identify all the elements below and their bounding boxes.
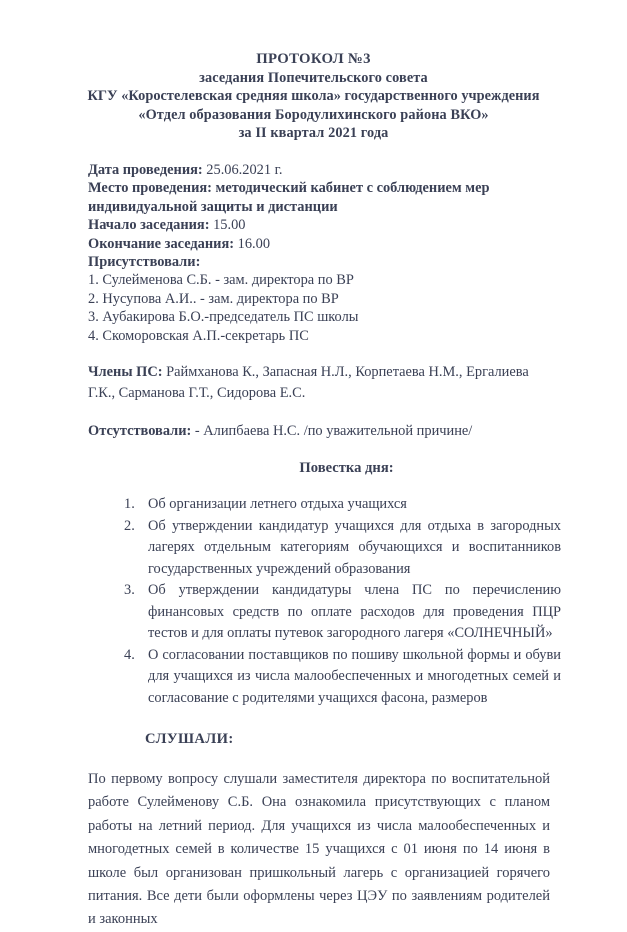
meta-value-start: 15.00	[213, 217, 246, 234]
meta-label-end: Окончание заседания	[88, 235, 230, 252]
absent-label: Отсутствовали:	[88, 423, 192, 440]
agenda-list	[0, 477, 627, 709]
meta-sep-end: :	[229, 235, 238, 252]
list-item: 2. Нусупова А.И.. - зам. директора по ВР	[88, 290, 339, 307]
meta-label-place-cont: индивидуальной защиты и дистанции	[88, 198, 338, 215]
meta-row-start	[88, 216, 627, 234]
meeting-meta-block	[0, 143, 627, 271]
title-line-3: КГУ «Коростелевская средняя школа» государственного учреждения	[87, 88, 540, 105]
meta-row-present	[88, 253, 627, 271]
meta-sep-date: :	[197, 161, 207, 178]
title-line-4: «Отдел образования Бородулихинского района ВКО»	[138, 106, 489, 123]
document-title-block	[0, 0, 627, 143]
council-members-block	[0, 345, 627, 404]
council-members-value: Раймханова К., Запасная Н.Л., Корпетаева Н.М., Ергалиева Г.К., Сарманова Г.Т., Сидорова Е.С.	[88, 364, 529, 402]
title-line-2: заседания Попечительского совета	[199, 69, 428, 86]
meta-label-present: Присутствовали	[88, 254, 196, 270]
list-item: 3. Аубакирова Б.О.-председатель ПС школы	[88, 309, 359, 326]
list-item: Об утверждении кандидатур учащихся для отдыха в загородных лагерях отдельным категориям обучающихся и воспитанников государственных учреждений образования	[148, 517, 561, 577]
list-item: О согласовании поставщиков по пошиву школьной формы и обуви для учащихся из числа малообеспеченных и многодетных семей и согласование с родителями учащихся фасона, размеров	[148, 646, 561, 706]
list-item: Об утверждении кандидатуры члена ПС по перечислению финансовых средств по оплате расходов для проведения ПЦР тестов и для оплаты путевок загородного лагеря «СОЛНЕЧНЫЙ»	[148, 582, 561, 642]
meta-label-place: Место проведения	[88, 180, 208, 197]
meta-label-date: Дата проведения	[88, 161, 198, 178]
meta-sep-present: :	[195, 254, 201, 270]
meta-sep-place: :	[207, 180, 212, 197]
heard-paragraph: По первому вопросу слушали заместителя директора по воспитательной работе Сулейменову С.Б. Она ознакомила присутствующих с планом работы на летний период. Для учащихся из числа малообеспеченных и многодетных семей в количестве 15 учащихся с 01 июня по 14 июня в школе был организован пришкольный лагерь с организацией горячего питания. Все дети были оформлены через ЦЭУ по заявлениям родителей и законных	[88, 771, 550, 928]
heard-heading: СЛУШАЛИ:	[145, 731, 234, 748]
meta-row-place	[88, 179, 627, 197]
meta-value-place: методический кабинет с соблюдением мер	[211, 180, 490, 197]
meta-row-end	[88, 235, 627, 253]
meta-sep-start: :	[204, 217, 214, 234]
title-line-1: ПРОТОКОЛ №3	[256, 51, 371, 67]
absent-block	[0, 404, 627, 441]
meta-value-date: 25.06.2021 г.	[206, 161, 283, 178]
meta-row-place-cont	[88, 198, 627, 216]
meta-row-date	[88, 161, 627, 179]
meta-value-end: 16.00	[237, 235, 271, 252]
attendee-list	[0, 271, 627, 345]
meta-label-start: Начало заседания	[88, 217, 205, 234]
title-line-5: за II квартал 2021 года	[238, 125, 389, 142]
list-item: 1. Сулейменова С.Б. - зам. директора по ВР	[88, 272, 354, 289]
council-members-label: Члены ПС:	[88, 364, 163, 381]
list-item: Об организации летнего отдыха учащихся	[148, 496, 407, 513]
absent-value: - Алипбаева Н.С. /по уважительной причине/	[191, 423, 473, 440]
list-item: 4. Скоморовская А.П.-секретарь ПС	[88, 327, 309, 344]
agenda-heading: Повестка дня:	[299, 460, 394, 477]
